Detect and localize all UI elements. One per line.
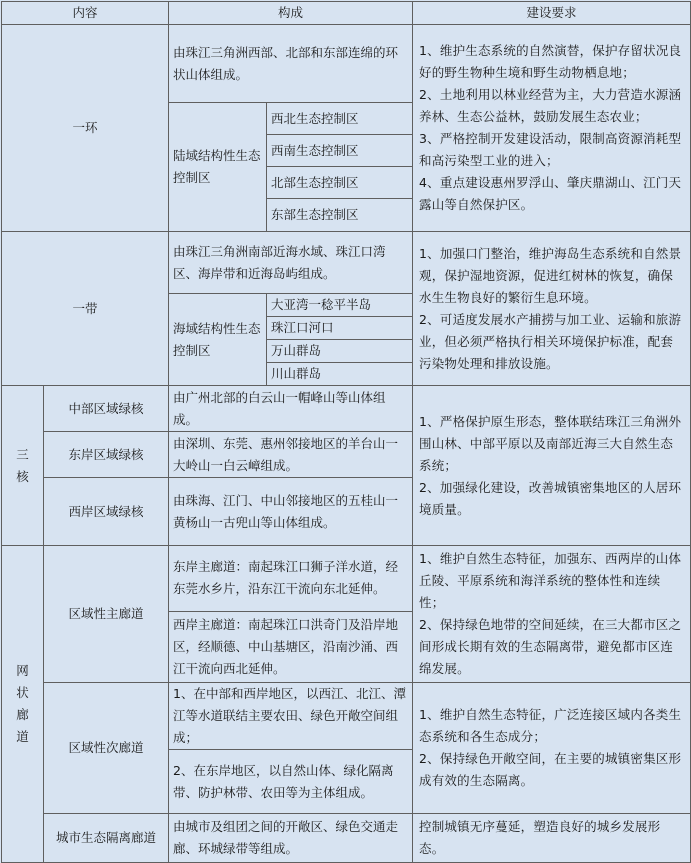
cores-name-char: 三 [16, 446, 29, 462]
core-composition: 由深圳、东莞、惠州邻接地区的羊台山一大岭山一白云嶂组成。 [169, 432, 413, 478]
secondary-corridor-req-1: 1、维护自然生态特征，广泛连接区域内各类生态系统和各生态成分； [419, 707, 682, 744]
main-corridor-requirements [413, 546, 691, 683]
secondary-corridor-name: 区域性次廊道 [44, 683, 169, 814]
main-corridor-req-2: 2、保持绿色地带的空间延续，在三大都市区之间形成长期有效的生态隔离带，避免都市区连绵发展。 [419, 617, 682, 676]
cores-name-char: 核 [16, 468, 29, 484]
belt-composition: 由珠江三角洲南部近海水域、珠江口湾区、海岸带和近海岛屿组成。 [169, 232, 413, 294]
urban-corridor-composition: 由城市及组团之间的开敞区、绿色交通走廊、环城绿带等组成。 [169, 814, 413, 863]
cores-req-2: 2、加强绿化建设，改善城镇密集地区的人居环境质量。 [419, 479, 682, 517]
main-corridor-name: 区域性主廊道 [44, 546, 169, 683]
ring-zone: 北部生态控制区 [267, 167, 413, 199]
header-composition: 构成 [169, 2, 413, 25]
secondary-corridor-requirements [413, 683, 691, 814]
ring-req-1: 1、维护生态系统的自然演替，保护存留状况良好的野生物种生境和野生动物栖息地； [419, 43, 682, 80]
ring-row-1 [2, 25, 691, 103]
corridors-name-char: 道 [16, 729, 29, 744]
cores-req-1: 1、严格保护原生形态，整体联结珠江三角洲外围山林、中部平原以及南部近海三大自然生态系统； [419, 413, 682, 473]
belt-requirements [413, 232, 691, 386]
ring-requirements [413, 25, 691, 232]
main-corridor-item: 东岸主廊道：南起珠江口狮子洋水道，经东莞水乡片，沿东江干流向东北延伸。 [169, 546, 413, 612]
main-corridor-req-1: 1、维护自然生态特征，加强东、西两岸的山体丘陵、平原系统和海洋系统的整体性和连续性； [419, 551, 682, 610]
eco-structure-table [1, 1, 691, 863]
core-name: 中部区域绿核 [44, 386, 169, 432]
ring-req-4: 4、重点建设惠州罗浮山、肇庆鼎湖山、江门天露山等自然保护区。 [419, 175, 682, 212]
ring-name: 一环 [2, 25, 169, 232]
cores-name [2, 386, 44, 546]
core-name: 西岸区域绿核 [44, 478, 169, 546]
ring-zone: 西南生态控制区 [267, 135, 413, 167]
document [1, 1, 691, 863]
ring-zone: 西北生态控制区 [267, 103, 413, 135]
corridor-main-row-1 [2, 546, 691, 612]
belt-name: 一带 [2, 232, 169, 386]
secondary-corridor-item: 2、在东岸地区，以自然山体、绿化隔离带、防护林带、农田等为主体组成。 [169, 750, 413, 814]
core-name: 东岸区域绿核 [44, 432, 169, 478]
secondary-corridor-item: 1、在中部和西岸地区，以西江、北江、潭江等水道联结主要农田、绿色开敞空间组成； [169, 683, 413, 750]
belt-req-2: 2、可适度发展水产捕捞与加工业、运输和旅游业，但必须严格执行相关环境保护标准，配套污染物处理和排放设施。 [419, 311, 682, 371]
secondary-corridor-req-2: 2、保持绿色开敞空间，在主要的城镇密集区形成有效的生态隔离。 [419, 751, 682, 788]
header-row [2, 2, 691, 25]
corridors-name-char: 廊 [16, 707, 29, 722]
ring-composition: 由珠江三角洲西部、北部和东部连绵的环状山体组成。 [169, 25, 413, 103]
corridor-urban-row [2, 814, 691, 863]
cores-row-1 [2, 386, 691, 432]
belt-req-1: 1、加强口门整治，维护海岛生态系统和自然景观，保护湿地资源，促进红树林的恢复，确保水生生物良好的繁衍生息环境。 [419, 245, 682, 305]
urban-corridor-name: 城市生态隔离廊道 [44, 814, 169, 863]
ring-req-2: 2、土地利用以林业经营为主，大力营造水源涵养林、生态公益林，鼓励发展生态农业； [419, 87, 682, 124]
main-corridor-item: 西岸主廊道：南起珠江口洪奇门及沿岸地区，经顺德、中山基塘区，沿南沙涌、西江干流向西北延伸。 [169, 611, 413, 682]
core-composition: 由广州北部的白云山一帽峰山等山体组成。 [169, 386, 413, 432]
corridor-sec-row-1 [2, 683, 691, 750]
urban-corridor-requirement: 控制城镇无序蔓延，塑造良好的城乡发展形态。 [413, 814, 691, 863]
core-composition: 由珠海、江门、中山邻接地区的五桂山一黄杨山一古兜山等山体组成。 [169, 478, 413, 546]
ring-sub-label: 陆域结构性生态控制区 [169, 103, 267, 232]
ring-zone: 东部生态控制区 [267, 199, 413, 232]
corridors-name-char: 状 [16, 685, 29, 700]
corridors-name-char: 网 [16, 663, 29, 678]
belt-sub-label: 海域结构性生态控制区 [169, 294, 267, 386]
belt-zone: 大亚湾一稔平半岛 [267, 294, 413, 317]
belt-zone: 珠江口河口 [267, 317, 413, 340]
belt-zone: 万山群岛 [267, 340, 413, 363]
header-content: 内容 [2, 2, 169, 25]
ring-req-3: 3、严格控制开发建设活动，限制高资源消耗型和高污染型工业的进入； [419, 131, 682, 168]
belt-zone: 川山群岛 [267, 363, 413, 386]
corridors-name [2, 546, 44, 863]
header-requirements: 建设要求 [413, 2, 691, 25]
belt-row-1 [2, 232, 691, 294]
cores-requirements [413, 386, 691, 546]
